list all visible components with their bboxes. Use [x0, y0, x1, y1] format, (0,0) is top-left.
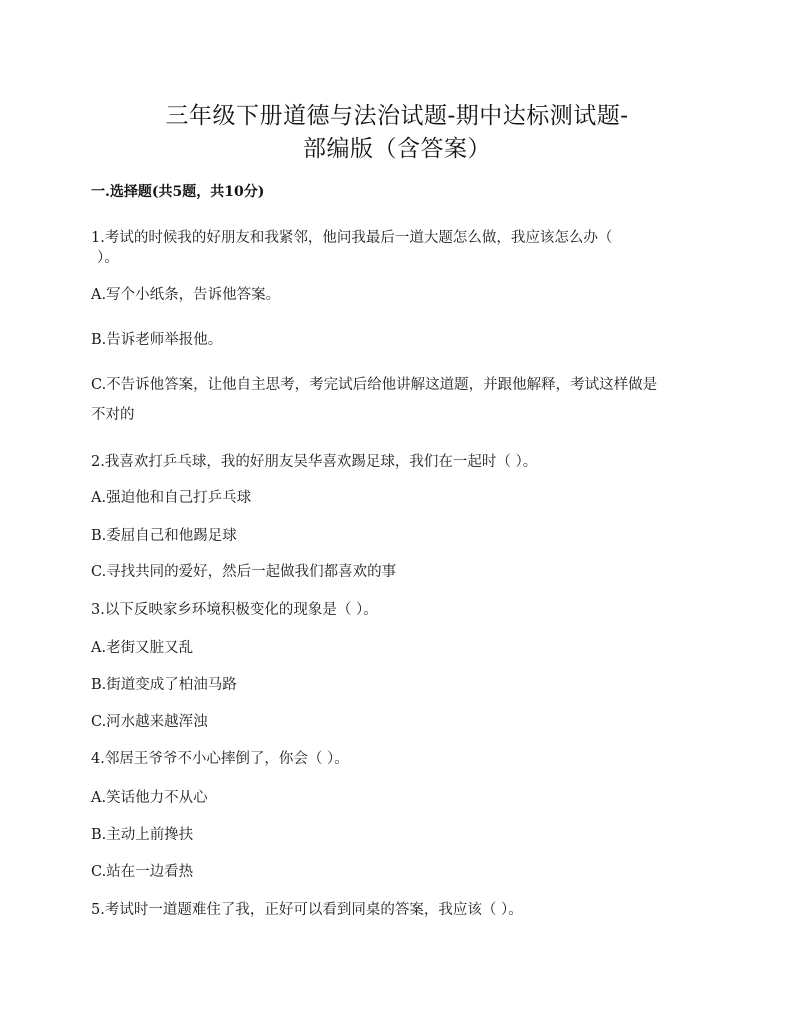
question-1-stem-cont: ）。 — [97, 250, 119, 266]
question-1-option-c: C.不告诉他答案，让他自主思考，考完试后给他讲解这道题，并跟他解释，考试这样做是 — [91, 377, 658, 393]
question-2-stem: 2.我喜欢打乒乓球，我的好朋友吴华喜欢踢足球，我们在一起时（ ）。 — [91, 454, 538, 470]
page-title-line1: 三年级下册道德与法治试题-期中达标测试题- — [165, 103, 629, 129]
question-3-option-b: B.街道变成了柏油马路 — [91, 677, 237, 693]
question-2-option-a: A.强迫他和自己打乒乓球 — [91, 490, 252, 506]
question-3-option-a: A.老街又脏又乱 — [91, 640, 194, 656]
question-2-option-c: C.寻找共同的爱好，然后一起做我们都喜欢的事 — [91, 564, 397, 580]
question-2-option-b: B.委屈自己和他踢足球 — [91, 528, 237, 544]
question-1-option-c-cont: 不对的 — [91, 407, 135, 423]
question-4-option-a: A.笑话他力不从心 — [91, 790, 208, 806]
question-4-option-b: B.主动上前搀扶 — [91, 827, 194, 843]
page-title-line2: 部编版（含答案） — [303, 136, 491, 162]
question-3-option-c: C.河水越来越浑浊 — [91, 714, 208, 730]
question-1-option-b: B.告诉老师举报他。 — [91, 332, 223, 348]
question-3-stem: 3.以下反映家乡环境积极变化的现象是（ ）。 — [91, 602, 378, 618]
question-4-stem: 4.邻居王爷爷不小心摔倒了，你会（ ）。 — [91, 751, 349, 767]
question-4-option-c: C.站在一边看热 — [91, 864, 194, 880]
question-5-stem: 5.考试时一道题难住了我，正好可以看到同桌的答案，我应该（ ）。 — [91, 902, 523, 918]
section-heading: 一.选择题(共5题，共10分) — [91, 184, 265, 200]
question-1-option-a: A.写个小纸条，告诉他答案。 — [91, 287, 281, 303]
question-1-stem: 1.考试的时候我的好朋友和我紧邻，他问我最后一道大题怎么做，我应该怎么办（ — [91, 230, 613, 246]
